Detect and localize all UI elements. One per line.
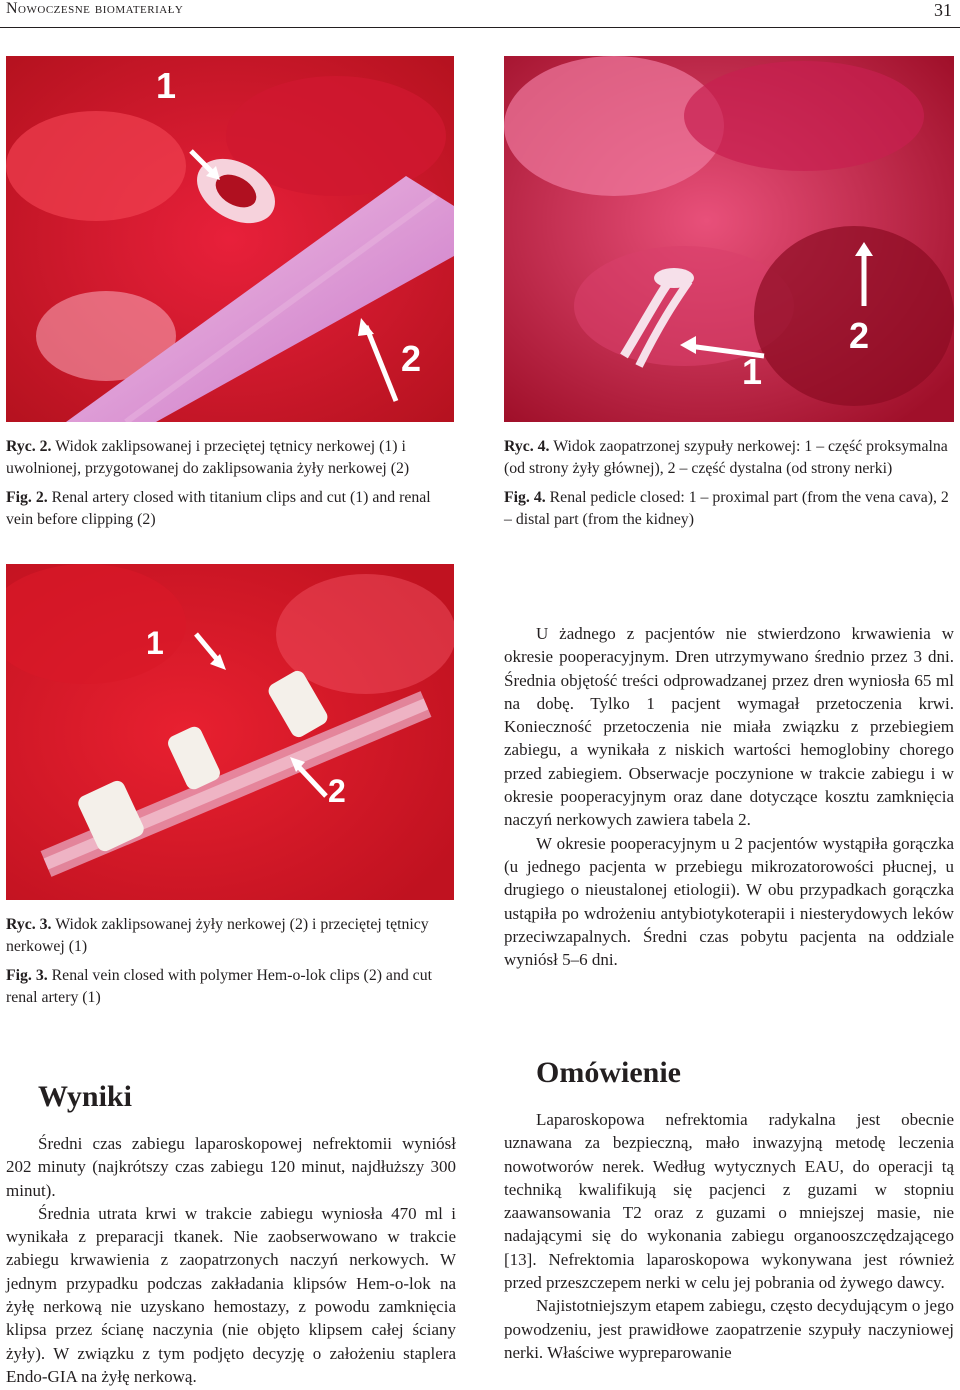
fig3-marker-1: 1 [146, 625, 164, 661]
paragraph: U żadnego z pacjentów nie stwierdzono krwawienia w okresie pooperacyjnym. Dren utrzymywano średnio przez 3 dni. Średnia objętość treści odprowadzanej przez dren wyniosła 65 ml na dobę. Tylko 1 pacjent wymagał przetoczenia krwi. Konieczność przetoczenia nie miała związku z przebiegiem zabiegu, a wynikała z niskich wartości hemoglobiny chorego przed zabiegiem. Obserwacje poczynione w trakcie zabiegu i w okresie pooperacyjnym oraz dane dotyczące kosztu zamknięcia naczyń nerkowych zawiera tabela 2. [504, 624, 954, 830]
fig2-pl-label: Ryc. 2. [6, 438, 52, 455]
paragraph: Średnia utrata krwi w trakcie zabiegu wyniosła 470 ml i wynikała z preparacji tkanek. Nie zaobserwowano w trakcie zabiegu krwawienia z zaopatrzonych naczyń nerkowych. W jednym przypadku podczas zakładania klipsów Hem-o-lok na żyłę nerkową nie uzyskano hemostazy, z powodu zamknięcia klipsa przez ścianę naczynia (nie objęto klipsem całej ściany żyły). W związku z tym podjęto decyzję o założeniu staplera Endo-GIA na żyłę nerkową. [6, 1203, 456, 1386]
wyniki-heading-wrap [38, 1080, 132, 1114]
fig4-pl-text: Widok zaopatrzonej szypuły nerkowej: 1 – część proksymalna (od strony żyły głównej), 2 – część dystalna (od strony nerki) [504, 438, 948, 477]
section-heading-omowienie: Omówienie [536, 1056, 681, 1089]
paragraph: Najistotniejszym etapem zabiegu, często decydującym o jego powodzeniu, jest prawidłowe zaopatrzenie szypuły naczyniowej nerki. Właściwe wypreparowanie [504, 1296, 954, 1362]
results-continuation-text [504, 622, 954, 971]
running-title: Nowoczesne biomateriały [6, 0, 184, 17]
page-number: 31 [934, 0, 952, 20]
figure-2-caption [6, 436, 456, 530]
wyniki-text [6, 1132, 456, 1388]
fig3-en-text: Renal vein closed with polymer Hem-o-lok clips (2) and cut renal artery (1) [6, 967, 432, 1006]
fig2-en-text: Renal artery closed with titanium clips and cut (1) and renal vein before clipping (2) [6, 489, 431, 528]
figure-4-caption [504, 436, 954, 530]
fig4-marker-2: 2 [849, 315, 870, 356]
fig3-pl-text: Widok zaklipsowanej żyły nerkowej (2) i przeciętej tętnicy nerkowej (1) [6, 916, 429, 955]
omowienie-heading-wrap [536, 1056, 681, 1090]
figure-2-photo [6, 56, 454, 422]
figure-3-photo [6, 564, 454, 900]
fig3-marker-2: 2 [328, 773, 346, 809]
fig2-marker-1: 1 [156, 65, 177, 106]
header-rule [0, 27, 960, 28]
fig4-en-label: Fig. 4. [504, 489, 546, 506]
fig4-marker-1: 1 [742, 351, 763, 392]
fig2-marker-2: 2 [401, 338, 422, 379]
omowienie-text [504, 1108, 954, 1364]
fig2-en-label: Fig. 2. [6, 489, 48, 506]
paragraph: W okresie pooperacyjnym u 2 pacjentów wystąpiła gorączka (u jednego pacjenta w przebiegu mikrozatorowości płucnej, u drugiego o nieustalonej etiologii). W obu przypadkach gorączka ustąpiła po wdrożeniu antybiotykoterapii i niesterydowych leków przeciwzapalnych. Średni czas pobytu pacjenta na oddziale wyniósł 5–6 dni. [504, 833, 954, 970]
figure-3-caption [6, 914, 456, 1008]
paragraph: Średni czas zabiegu laparoskopowej nefrektomii wyniósł 202 minuty (najkrótszy czas zabiegu 120 minut, najdłuższy 300 minut). [6, 1134, 456, 1200]
fig2-pl-text: Widok zaklipsowanej i przeciętej tętnicy nerkowej (1) i uwolnionej, przygotowanej do zaklipsowania żyły nerkowej (2) [6, 438, 410, 477]
fig4-pl-label: Ryc. 4. [504, 438, 550, 455]
paragraph: Laparoskopowa nefrektomia radykalna jest obecnie uznawana za bezpieczną, mało inwazyjną metodę leczenia nowotworów nerek. Według wytycznych EAU, do operacji tą techniką kwalifikują się pacjenci z guzami w stopniu zaawansowania T2 oraz z guzami o mniejszej masie, nie nadającymi się do wykonania zabiegu organooszczędzającego [13]. Nefrektomia laparoskopowa wykonywana jest również przed przeszczepem nerki w celu jej pobrania od żywego dawcy. [504, 1110, 954, 1293]
figure-4-photo [504, 56, 954, 422]
fig3-en-label: Fig. 3. [6, 967, 48, 984]
fig4-en-text: Renal pedicle closed: 1 – proximal part (from the vena cava), 2 – distal part (from the kidney) [504, 489, 949, 528]
fig3-pl-label: Ryc. 3. [6, 916, 52, 933]
section-heading-wyniki: Wyniki [38, 1080, 132, 1113]
